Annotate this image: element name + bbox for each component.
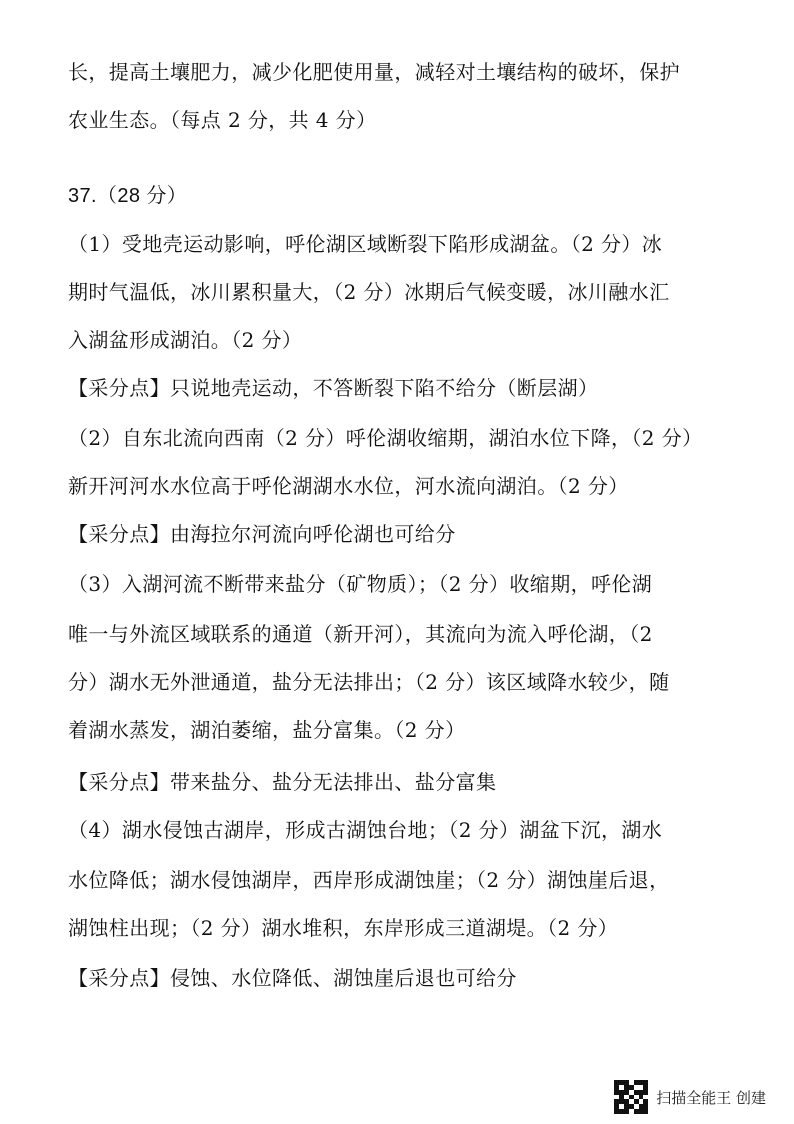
scanner-watermark <box>614 1080 766 1114</box>
text-line: 新开河河水水位高于呼伦湖湖水水位，河水流向湖泊。（2 分） <box>68 474 629 498</box>
scoring-point: 【采分点】只说地壳运动，不答断裂下陷不给分（断层湖） <box>68 376 599 400</box>
text-line: （3）入湖河流不断带来盐分（矿物质）；（2 分）收缩期，呼伦湖 <box>68 572 653 596</box>
scoring-point: 【采分点】侵蚀、水位降低、湖蚀崖后退也可给分 <box>68 966 517 990</box>
qr-code-icon <box>614 1080 648 1114</box>
scoring-point: 【采分点】带来盐分、盐分无法排出、盐分富集 <box>68 770 497 794</box>
scoring-point: 【采分点】由海拉尔河流向呼伦湖也可给分 <box>68 522 456 546</box>
text-line: 农业生态。（每点 2 分，共 4 分） <box>68 108 377 132</box>
question-heading: 37.（28 分） <box>68 185 188 207</box>
text-line: 分）湖水无外泄通道，盐分无法排出；（2 分）该区域降水较少，随 <box>68 670 670 694</box>
text-line: 入湖盆形成湖泊。（2 分） <box>68 328 303 352</box>
text-line: （4）湖水侵蚀古湖岸，形成古湖蚀台地；（2 分）湖盆下沉，湖水 <box>68 818 663 842</box>
text-line: 着湖水蒸发，湖泊萎缩，盐分富集。（2 分） <box>68 718 466 742</box>
text-line: 期时气温低，冰川累积量大，（2 分）冰期后气候变暖，冰川融水汇 <box>68 280 670 304</box>
text-line: （1）受地壳运动影响，呼伦湖区域断裂下陷形成湖盆。（2 分）冰 <box>68 232 663 256</box>
text-line: 湖蚀柱出现；（2 分）湖水堆积，东岸形成三道湖堤。（2 分） <box>68 916 619 940</box>
text-line: 水位降低；湖水侵蚀湖岸，西岸形成湖蚀崖；（2 分）湖蚀崖后退， <box>68 868 670 892</box>
text-line: 长，提高土壤肥力，减少化肥使用量，减轻对土壤结构的破坏，保护 <box>68 60 680 84</box>
watermark-text: 扫描全能王 创建 <box>656 1088 766 1107</box>
text-line: 唯一与外流区域联系的通道（新开河），其流向为流入呼伦湖，（2 <box>68 622 653 646</box>
text-line: （2）自东北流向西南（2 分）呼伦湖收缩期，湖泊水位下降，（2 分） <box>68 426 703 450</box>
